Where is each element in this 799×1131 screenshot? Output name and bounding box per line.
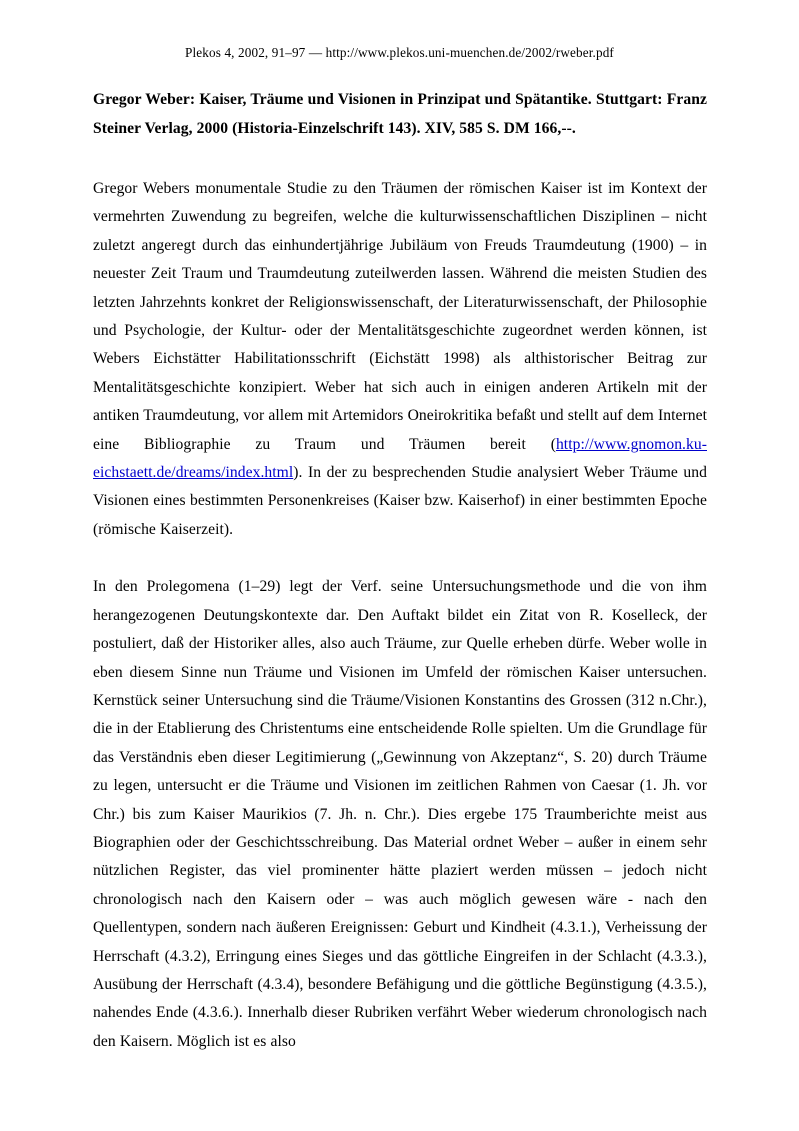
title-paragraph-gap	[93, 145, 707, 175]
page-title: Gregor Weber: Kaiser, Träume und Visionen in Prinzipat und Spätantike. Stuttgart: Franz Steiner Verlag, 2000 (Historia-Einzelschrift 143). XIV, 585 S. DM 166,--.	[93, 91, 707, 137]
paragraph-gap	[93, 544, 707, 573]
paragraph-1	[93, 175, 707, 544]
document-body	[93, 86, 707, 1056]
paragraph-2: In den Prolegomena (1–29) legt der Verf. seine Untersuchungsmethode und die von ihm herangezogenen Deutungskontexte dar. Den Auftakt bildet ein Zitat von R. Koselleck, der postuliert, daß der Historiker alles, also auch Träume, zur Quelle erheben dürfe. Weber wolle in eben diesem Sinne nun Träume und Visionen im Umfeld der römischen Kaiser untersuchen. Kernstück seiner Untersuchung sind die Träume/Visionen Konstantins des Grossen (312 n.Chr.), die in der Etablierung des Christentums eine entscheidende Rolle spielten. Um die Grundlage für das Verständnis eben dieser Legitimierung („Gewinnung von Akzeptanz“, S. 20) durch Träume zu legen, untersucht er die Träume und Visionen im zeitlichen Rahmen von Caesar (1. Jh. vor Chr.) bis zum Kaiser Maurikios (7. Jh. n. Chr.). Dies ergebe 175 Traumberichte meist aus Biographien oder der Geschichtsschreibung. Das Material ordnet Weber – außer in einem sehr nützlichen Register, das viel prominenter hätte plaziert werden müssen – jedoch nicht chronologisch nach den Kaisern oder – was auch möglich gewesen wäre - nach den Quellentypen, sondern nach äußeren Ereignissen: Geburt und Kindheit (4.3.1.), Verheissung der Herrschaft (4.3.2), Erringung eines Sieges und das göttliche Eingreifen in der Schlacht (4.3.3.), Ausübung der Herrschaft (4.3.4), besondere Befähigung und die göttliche Begünstigung (4.3.5.), nahendes Ende (4.3.6.). Innerhalb dieser Rubriken verfährt Weber wiederum chronologisch nach den Kaisern. Möglich ist es also	[93, 578, 707, 1050]
gnomon-dreams-bibliography-link[interactable]: http://www.gnomon.ku-eichstaett.de/dreams/index.html	[93, 435, 707, 482]
running-head: Plekos 4, 2002, 91–97 — http://www.plekos.uni-muenchen.de/2002/rweber.pdf	[185, 45, 614, 60]
paragraph-1-text-before-link: Gregor Webers monumentale Studie zu den Träumen der römischen Kaiser ist im Kontext der vermehrten Zuwendung zu begreifen, welche die kulturwissenschaftlichen Disziplinen – nicht zuletzt angeregt durch das einhundertjährige Jubiläum von Freuds Traumdeutung (1900) – in neuester Zeit Traum und Traumdeutung zuteilwerden lassen. Während die meisten Studien des letzten Jahrzehnts konkret der Religionswissenschaft, der Literaturwissenschaft, der Philosophie und Psychologie, der Kultur- oder der Mentalitätsgeschichte zugeordnet werden können, ist Webers Eichstätter Habilitationsschrift (Eichstätt 1998) als althistorischer Beitrag zur Mentalitätsgeschichte konzipiert. Weber hat sich auch in einigen anderen Artikeln mit der antiken Traumdeutung, vor allem mit Artemidors Oneirokritika befaßt und stellt auf dem Internet eine Bibliographie zu Traum und Träumen bereit (	[93, 180, 707, 453]
paragraph-1-text-after-link: ). In der zu besprechenden Studie analysiert Weber Träume und Visionen eines bestimmten Personenkreises (Kaiser bzw. Kaiserhof) in einer bestimmten Epoche (römische Kaiserzeit).	[93, 464, 707, 538]
